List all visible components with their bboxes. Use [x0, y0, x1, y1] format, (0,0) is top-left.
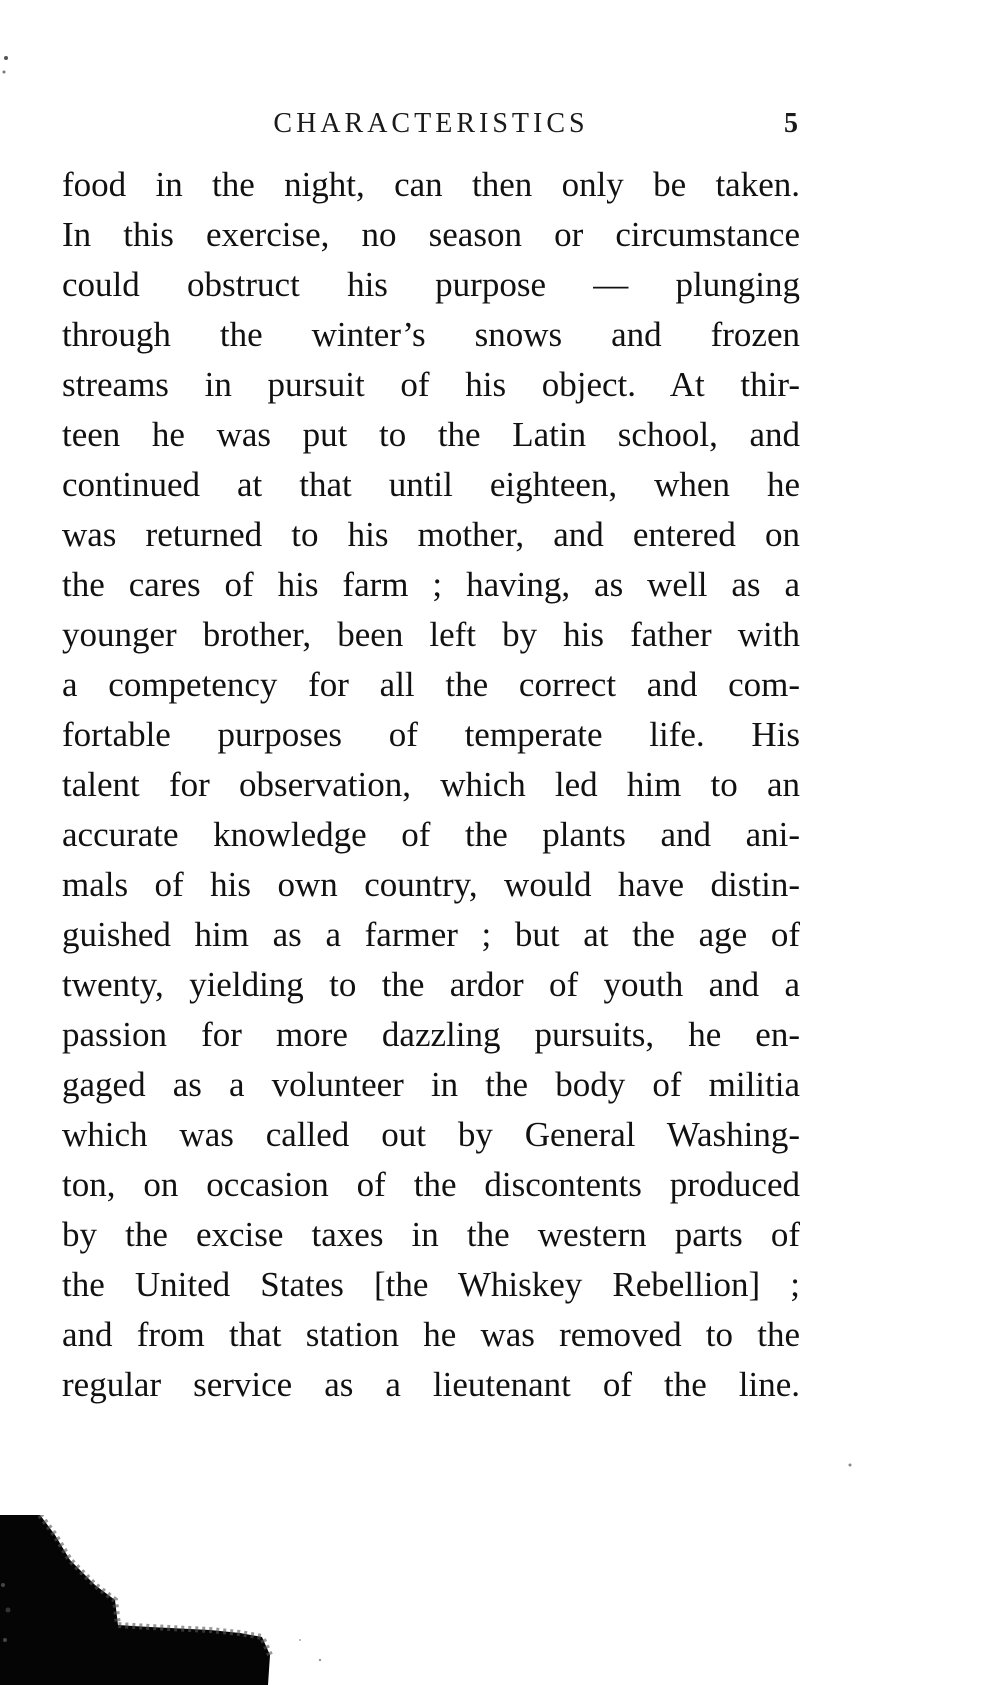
text-line: twenty, yielding to the ardor of youth and a [62, 965, 800, 1004]
text-line: ton, on occasion of the discontents produced [62, 1165, 800, 1204]
text-line: teen he was put to the Latin school, and [62, 415, 800, 454]
text-line: through the winter’s snows and frozen [62, 315, 800, 354]
text-line: gaged as a volunteer in the body of militia [62, 1065, 800, 1104]
text-line: and from that station he was removed to the [62, 1315, 800, 1354]
text-line: which was called out by General Washing- [62, 1115, 800, 1154]
text-line: continued at that until eighteen, when he [62, 465, 800, 504]
text-line: In this exercise, no season or circumstance [62, 215, 800, 254]
text-line: mals of his own country, would have distin- [62, 865, 800, 904]
text-line: the cares of his farm ; having, as well as a [62, 565, 800, 604]
text-line: by the excise taxes in the western parts of [62, 1215, 800, 1254]
text-line: passion for more dazzling pursuits, he en- [62, 1015, 800, 1054]
text-line: a competency for all the correct and com- [62, 665, 800, 704]
text-line: streams in pursuit of his object. At thir- [62, 365, 800, 404]
page-number: 5 [784, 108, 798, 139]
scan-dark-corner [0, 1515, 290, 1685]
running-head [62, 104, 800, 144]
text-line: guished him as a farmer ; but at the age of [62, 915, 800, 954]
text-line: food in the night, can then only be taken. [62, 165, 800, 204]
text-line: could obstruct his purpose — plunging [62, 265, 800, 304]
text-line: regular service as a lieutenant of the line. [62, 1365, 800, 1404]
text-line: was returned to his mother, and entered on [62, 515, 800, 554]
text-line: younger brother, been left by his father with [62, 615, 800, 654]
text-line: accurate knowledge of the plants and ani- [62, 815, 800, 854]
running-title: CHARACTERISTICS [273, 108, 589, 139]
text-line: fortable purposes of temperate life. His [62, 715, 800, 754]
text-line: talent for observation, which led him to an [62, 765, 800, 804]
body-text [62, 160, 800, 1410]
text-line: the United States [the Whiskey Rebellion] ; [62, 1265, 800, 1304]
